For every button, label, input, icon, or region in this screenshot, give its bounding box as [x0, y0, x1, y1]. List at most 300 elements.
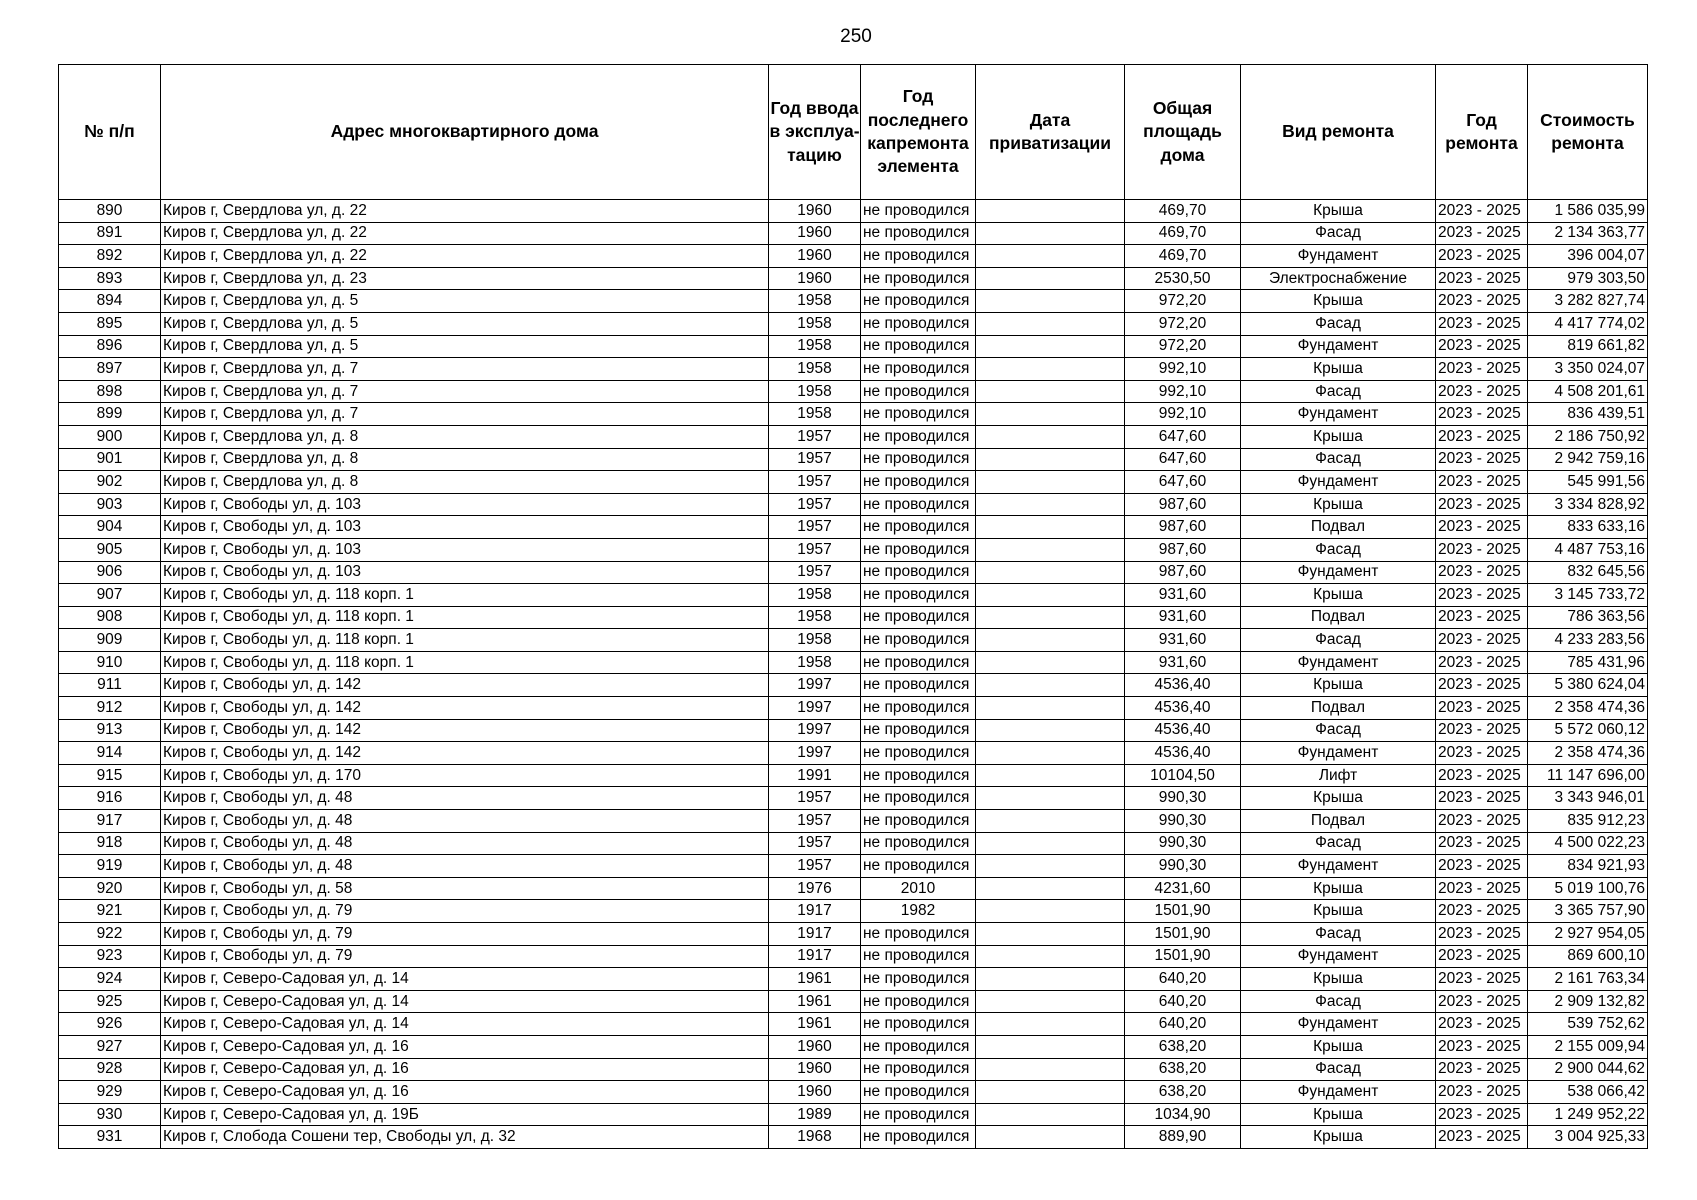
- cell-last-repair: не проводился: [861, 471, 976, 494]
- cell-cost: 869 600,10: [1528, 945, 1648, 968]
- table-row: [59, 787, 1648, 810]
- cell-repair-type: Подвал: [1241, 697, 1436, 720]
- table-row: [59, 629, 1648, 652]
- cell-repair-year: 2023 - 2025: [1436, 742, 1528, 765]
- cell-num: 916: [59, 787, 161, 810]
- cell-address: Киров г, Свободы ул, д. 142: [161, 742, 769, 765]
- cell-cost: 2 134 363,77: [1528, 222, 1648, 245]
- cell-privatization: [976, 651, 1125, 674]
- cell-repair-year: 2023 - 2025: [1436, 267, 1528, 290]
- cell-cost: 4 508 201,61: [1528, 380, 1648, 403]
- header-cost: Стоимость ремонта: [1528, 65, 1648, 200]
- cell-year-built: 1917: [769, 945, 861, 968]
- cell-area: 972,20: [1125, 290, 1241, 313]
- cell-privatization: [976, 584, 1125, 607]
- cell-last-repair: не проводился: [861, 1013, 976, 1036]
- cell-repair-type: Фасад: [1241, 629, 1436, 652]
- cell-repair-year: 2023 - 2025: [1436, 651, 1528, 674]
- table-row: [59, 1035, 1648, 1058]
- cell-area: 990,30: [1125, 855, 1241, 878]
- cell-address: Киров г, Свободы ул, д. 48: [161, 855, 769, 878]
- cell-last-repair: не проводился: [861, 1058, 976, 1081]
- cell-address: Киров г, Свердлова ул, д. 7: [161, 403, 769, 426]
- cell-repair-year: 2023 - 2025: [1436, 312, 1528, 335]
- cell-num: 929: [59, 1081, 161, 1104]
- cell-area: 931,60: [1125, 629, 1241, 652]
- table-row: [59, 1103, 1648, 1126]
- cell-year-built: 1960: [769, 1035, 861, 1058]
- cell-area: 889,90: [1125, 1126, 1241, 1149]
- cell-cost: 835 912,23: [1528, 810, 1648, 833]
- cell-repair-year: 2023 - 2025: [1436, 990, 1528, 1013]
- cell-last-repair: не проводился: [861, 923, 976, 946]
- cell-year-built: 1989: [769, 1103, 861, 1126]
- cell-last-repair: 2010: [861, 877, 976, 900]
- cell-year-built: 1958: [769, 380, 861, 403]
- cell-num: 912: [59, 697, 161, 720]
- cell-repair-type: Фасад: [1241, 832, 1436, 855]
- cell-area: 1501,90: [1125, 900, 1241, 923]
- cell-repair-type: Крыша: [1241, 1035, 1436, 1058]
- cell-repair-year: 2023 - 2025: [1436, 222, 1528, 245]
- cell-year-built: 1961: [769, 1013, 861, 1036]
- cell-area: 638,20: [1125, 1035, 1241, 1058]
- cell-repair-year: 2023 - 2025: [1436, 810, 1528, 833]
- cell-address: Киров г, Свердлова ул, д. 7: [161, 358, 769, 381]
- cell-cost: 819 661,82: [1528, 335, 1648, 358]
- cell-cost: 4 233 283,56: [1528, 629, 1648, 652]
- cell-num: 893: [59, 267, 161, 290]
- cell-num: 907: [59, 584, 161, 607]
- header-area: Общая площадь дома: [1125, 65, 1241, 200]
- cell-year-built: 1958: [769, 403, 861, 426]
- cell-last-repair: не проводился: [861, 516, 976, 539]
- cell-area: 987,60: [1125, 516, 1241, 539]
- header-last-repair: Год последнего капремонта элемента: [861, 65, 976, 200]
- cell-area: 972,20: [1125, 312, 1241, 335]
- cell-address: Киров г, Северо-Садовая ул, д. 16: [161, 1035, 769, 1058]
- cell-year-built: 1957: [769, 810, 861, 833]
- cell-repair-type: Фасад: [1241, 312, 1436, 335]
- cell-repair-type: Фасад: [1241, 380, 1436, 403]
- table-row: [59, 290, 1648, 313]
- cell-area: 987,60: [1125, 538, 1241, 561]
- cell-cost: 833 633,16: [1528, 516, 1648, 539]
- cell-area: 647,60: [1125, 425, 1241, 448]
- cell-year-built: 1961: [769, 968, 861, 991]
- cell-cost: 2 909 132,82: [1528, 990, 1648, 1013]
- cell-year-built: 1917: [769, 900, 861, 923]
- header-repair-year: Год ремонта: [1436, 65, 1528, 200]
- cell-privatization: [976, 900, 1125, 923]
- cell-last-repair: не проводился: [861, 425, 976, 448]
- cell-num: 896: [59, 335, 161, 358]
- cell-repair-year: 2023 - 2025: [1436, 448, 1528, 471]
- cell-last-repair: не проводился: [861, 697, 976, 720]
- cell-year-built: 1997: [769, 719, 861, 742]
- cell-cost: 979 303,50: [1528, 267, 1648, 290]
- cell-num: 923: [59, 945, 161, 968]
- cell-address: Киров г, Северо-Садовая ул, д. 14: [161, 990, 769, 1013]
- cell-cost: 2 358 474,36: [1528, 742, 1648, 765]
- cell-privatization: [976, 335, 1125, 358]
- cell-repair-year: 2023 - 2025: [1436, 1126, 1528, 1149]
- cell-repair-year: 2023 - 2025: [1436, 787, 1528, 810]
- cell-repair-type: Лифт: [1241, 764, 1436, 787]
- cell-repair-year: 2023 - 2025: [1436, 516, 1528, 539]
- cell-address: Киров г, Свободы ул, д. 103: [161, 516, 769, 539]
- cell-repair-year: 2023 - 2025: [1436, 1013, 1528, 1036]
- cell-privatization: [976, 267, 1125, 290]
- cell-address: Киров г, Свердлова ул, д. 22: [161, 200, 769, 223]
- cell-last-repair: не проводился: [861, 1103, 976, 1126]
- cell-address: Киров г, Свердлова ул, д. 5: [161, 290, 769, 313]
- cell-cost: 2 161 763,34: [1528, 968, 1648, 991]
- cell-cost: 3 350 024,07: [1528, 358, 1648, 381]
- cell-area: 4536,40: [1125, 742, 1241, 765]
- cell-num: 894: [59, 290, 161, 313]
- cell-area: 640,20: [1125, 990, 1241, 1013]
- cell-year-built: 1958: [769, 335, 861, 358]
- cell-repair-type: Фундамент: [1241, 245, 1436, 268]
- cell-area: 992,10: [1125, 403, 1241, 426]
- cell-year-built: 1958: [769, 290, 861, 313]
- cell-repair-type: Крыша: [1241, 787, 1436, 810]
- cell-privatization: [976, 245, 1125, 268]
- cell-area: 992,10: [1125, 358, 1241, 381]
- cell-year-built: 1997: [769, 674, 861, 697]
- cell-cost: 832 645,56: [1528, 561, 1648, 584]
- cell-num: 909: [59, 629, 161, 652]
- cell-num: 915: [59, 764, 161, 787]
- cell-num: 924: [59, 968, 161, 991]
- cell-privatization: [976, 764, 1125, 787]
- cell-repair-year: 2023 - 2025: [1436, 561, 1528, 584]
- cell-repair-year: 2023 - 2025: [1436, 493, 1528, 516]
- cell-repair-year: 2023 - 2025: [1436, 606, 1528, 629]
- cell-address: Киров г, Свердлова ул, д. 7: [161, 380, 769, 403]
- cell-area: 638,20: [1125, 1081, 1241, 1104]
- cell-address: Киров г, Свободы ул, д. 103: [161, 493, 769, 516]
- cell-address: Киров г, Свободы ул, д. 142: [161, 674, 769, 697]
- cell-privatization: [976, 697, 1125, 720]
- cell-address: Киров г, Свободы ул, д. 79: [161, 923, 769, 946]
- cell-num: 918: [59, 832, 161, 855]
- cell-area: 647,60: [1125, 448, 1241, 471]
- cell-repair-year: 2023 - 2025: [1436, 697, 1528, 720]
- cell-year-built: 1957: [769, 493, 861, 516]
- cell-last-repair: не проводился: [861, 945, 976, 968]
- cell-address: Киров г, Свердлова ул, д. 5: [161, 312, 769, 335]
- cell-cost: 4 487 753,16: [1528, 538, 1648, 561]
- cell-last-repair: 1982: [861, 900, 976, 923]
- header-row: [59, 65, 1648, 200]
- cell-last-repair: не проводился: [861, 538, 976, 561]
- cell-repair-year: 2023 - 2025: [1436, 719, 1528, 742]
- cell-cost: 538 066,42: [1528, 1081, 1648, 1104]
- cell-repair-type: Фасад: [1241, 222, 1436, 245]
- cell-year-built: 1957: [769, 855, 861, 878]
- table-row: [59, 471, 1648, 494]
- cell-repair-year: 2023 - 2025: [1436, 403, 1528, 426]
- table-row: [59, 358, 1648, 381]
- cell-repair-year: 2023 - 2025: [1436, 855, 1528, 878]
- table-row: [59, 448, 1648, 471]
- cell-repair-type: Фундамент: [1241, 561, 1436, 584]
- cell-area: 10104,50: [1125, 764, 1241, 787]
- cell-num: 897: [59, 358, 161, 381]
- cell-privatization: [976, 493, 1125, 516]
- cell-address: Киров г, Свердлова ул, д. 22: [161, 245, 769, 268]
- cell-area: 469,70: [1125, 222, 1241, 245]
- table-row: [59, 267, 1648, 290]
- cell-repair-type: Фасад: [1241, 1058, 1436, 1081]
- cell-area: 990,30: [1125, 832, 1241, 855]
- cell-address: Киров г, Свободы ул, д. 118 корп. 1: [161, 584, 769, 607]
- cell-last-repair: не проводился: [861, 674, 976, 697]
- cell-address: Киров г, Свердлова ул, д. 8: [161, 448, 769, 471]
- table-row: [59, 380, 1648, 403]
- cell-repair-year: 2023 - 2025: [1436, 245, 1528, 268]
- cell-address: Киров г, Свободы ул, д. 79: [161, 945, 769, 968]
- cell-area: 469,70: [1125, 245, 1241, 268]
- cell-num: 926: [59, 1013, 161, 1036]
- cell-repair-year: 2023 - 2025: [1436, 877, 1528, 900]
- table-row: [59, 584, 1648, 607]
- table-row: [59, 425, 1648, 448]
- header-repair-type: Вид ремонта: [1241, 65, 1436, 200]
- cell-year-built: 1997: [769, 697, 861, 720]
- cell-last-repair: не проводился: [861, 742, 976, 765]
- cell-repair-year: 2023 - 2025: [1436, 1035, 1528, 1058]
- cell-year-built: 1957: [769, 561, 861, 584]
- cell-privatization: [976, 290, 1125, 313]
- cell-num: 904: [59, 516, 161, 539]
- cell-privatization: [976, 719, 1125, 742]
- repair-register-table: [58, 64, 1648, 1149]
- cell-repair-year: 2023 - 2025: [1436, 1058, 1528, 1081]
- cell-privatization: [976, 1058, 1125, 1081]
- cell-last-repair: не проводился: [861, 245, 976, 268]
- cell-area: 990,30: [1125, 810, 1241, 833]
- cell-address: Киров г, Северо-Садовая ул, д. 14: [161, 1013, 769, 1036]
- header-year-built: Год ввода в эксплуа-тацию: [769, 65, 861, 200]
- cell-repair-year: 2023 - 2025: [1436, 900, 1528, 923]
- cell-repair-year: 2023 - 2025: [1436, 584, 1528, 607]
- cell-address: Киров г, Свободы ул, д. 142: [161, 719, 769, 742]
- cell-num: 892: [59, 245, 161, 268]
- cell-address: Киров г, Свердлова ул, д. 22: [161, 222, 769, 245]
- cell-area: 987,60: [1125, 561, 1241, 584]
- cell-cost: 3 334 828,92: [1528, 493, 1648, 516]
- cell-last-repair: не проводился: [861, 968, 976, 991]
- cell-privatization: [976, 923, 1125, 946]
- cell-repair-year: 2023 - 2025: [1436, 832, 1528, 855]
- cell-privatization: [976, 312, 1125, 335]
- cell-repair-year: 2023 - 2025: [1436, 380, 1528, 403]
- cell-repair-year: 2023 - 2025: [1436, 290, 1528, 313]
- cell-privatization: [976, 1081, 1125, 1104]
- table-row: [59, 651, 1648, 674]
- cell-repair-type: Крыша: [1241, 358, 1436, 381]
- cell-repair-type: Фундамент: [1241, 403, 1436, 426]
- cell-address: Киров г, Свободы ул, д. 118 корп. 1: [161, 629, 769, 652]
- header-num: № п/п: [59, 65, 161, 200]
- cell-repair-type: Фундамент: [1241, 945, 1436, 968]
- cell-privatization: [976, 358, 1125, 381]
- cell-repair-type: Крыша: [1241, 877, 1436, 900]
- cell-area: 1501,90: [1125, 945, 1241, 968]
- cell-repair-type: Крыша: [1241, 425, 1436, 448]
- cell-cost: 786 363,56: [1528, 606, 1648, 629]
- cell-privatization: [976, 855, 1125, 878]
- cell-num: 908: [59, 606, 161, 629]
- cell-num: 930: [59, 1103, 161, 1126]
- cell-repair-year: 2023 - 2025: [1436, 968, 1528, 991]
- cell-address: Киров г, Свободы ул, д. 170: [161, 764, 769, 787]
- cell-area: 931,60: [1125, 606, 1241, 629]
- cell-repair-year: 2023 - 2025: [1436, 945, 1528, 968]
- cell-area: 990,30: [1125, 787, 1241, 810]
- cell-area: 992,10: [1125, 380, 1241, 403]
- cell-address: Киров г, Свободы ул, д. 48: [161, 787, 769, 810]
- cell-cost: 2 155 009,94: [1528, 1035, 1648, 1058]
- table-row: [59, 200, 1648, 223]
- cell-last-repair: не проводился: [861, 335, 976, 358]
- cell-area: 638,20: [1125, 1058, 1241, 1081]
- cell-last-repair: не проводился: [861, 584, 976, 607]
- cell-privatization: [976, 742, 1125, 765]
- cell-cost: 2 927 954,05: [1528, 923, 1648, 946]
- cell-cost: 539 752,62: [1528, 1013, 1648, 1036]
- cell-repair-year: 2023 - 2025: [1436, 629, 1528, 652]
- cell-num: 890: [59, 200, 161, 223]
- cell-address: Киров г, Свободы ул, д. 118 корп. 1: [161, 651, 769, 674]
- cell-year-built: 1958: [769, 358, 861, 381]
- cell-num: 900: [59, 425, 161, 448]
- table-row: [59, 1081, 1648, 1104]
- table-row: [59, 403, 1648, 426]
- cell-num: 925: [59, 990, 161, 1013]
- cell-last-repair: не проводился: [861, 290, 976, 313]
- table-row: [59, 968, 1648, 991]
- cell-cost: 396 004,07: [1528, 245, 1648, 268]
- cell-cost: 3 365 757,90: [1528, 900, 1648, 923]
- cell-repair-year: 2023 - 2025: [1436, 1103, 1528, 1126]
- cell-address: Киров г, Свердлова ул, д. 8: [161, 425, 769, 448]
- cell-last-repair: не проводился: [861, 267, 976, 290]
- cell-repair-type: Фундамент: [1241, 651, 1436, 674]
- cell-cost: 2 358 474,36: [1528, 697, 1648, 720]
- cell-last-repair: не проводился: [861, 312, 976, 335]
- table-row: [59, 222, 1648, 245]
- cell-year-built: 1976: [769, 877, 861, 900]
- cell-cost: 5 572 060,12: [1528, 719, 1648, 742]
- cell-privatization: [976, 538, 1125, 561]
- cell-last-repair: не проводился: [861, 358, 976, 381]
- table-row: [59, 945, 1648, 968]
- cell-cost: 785 431,96: [1528, 651, 1648, 674]
- cell-cost: 2 186 750,92: [1528, 425, 1648, 448]
- cell-cost: 3 145 733,72: [1528, 584, 1648, 607]
- cell-address: Киров г, Свободы ул, д. 48: [161, 832, 769, 855]
- cell-repair-type: Крыша: [1241, 1126, 1436, 1149]
- cell-repair-type: Крыша: [1241, 290, 1436, 313]
- cell-cost: 1 249 952,22: [1528, 1103, 1648, 1126]
- cell-cost: 11 147 696,00: [1528, 764, 1648, 787]
- table-row: [59, 538, 1648, 561]
- cell-privatization: [976, 471, 1125, 494]
- cell-cost: 1 586 035,99: [1528, 200, 1648, 223]
- cell-last-repair: не проводился: [861, 651, 976, 674]
- cell-repair-type: Крыша: [1241, 900, 1436, 923]
- cell-privatization: [976, 222, 1125, 245]
- cell-cost: 4 417 774,02: [1528, 312, 1648, 335]
- cell-area: 987,60: [1125, 493, 1241, 516]
- cell-privatization: [976, 448, 1125, 471]
- cell-num: 922: [59, 923, 161, 946]
- cell-address: Киров г, Свободы ул, д. 48: [161, 810, 769, 833]
- cell-privatization: [976, 990, 1125, 1013]
- cell-cost: 2 942 759,16: [1528, 448, 1648, 471]
- cell-area: 640,20: [1125, 1013, 1241, 1036]
- cell-area: 972,20: [1125, 335, 1241, 358]
- cell-privatization: [976, 1126, 1125, 1149]
- cell-cost: 2 900 044,62: [1528, 1058, 1648, 1081]
- cell-privatization: [976, 200, 1125, 223]
- cell-last-repair: не проводился: [861, 222, 976, 245]
- cell-cost: 5 380 624,04: [1528, 674, 1648, 697]
- cell-repair-type: Фасад: [1241, 448, 1436, 471]
- cell-num: 927: [59, 1035, 161, 1058]
- cell-year-built: 1957: [769, 471, 861, 494]
- table-row: [59, 742, 1648, 765]
- table-row: [59, 877, 1648, 900]
- cell-address: Киров г, Северо-Садовая ул, д. 16: [161, 1058, 769, 1081]
- cell-cost: 4 500 022,23: [1528, 832, 1648, 855]
- cell-year-built: 1957: [769, 425, 861, 448]
- cell-privatization: [976, 606, 1125, 629]
- cell-area: 4536,40: [1125, 719, 1241, 742]
- cell-address: Киров г, Северо-Садовая ул, д. 14: [161, 968, 769, 991]
- cell-year-built: 1917: [769, 923, 861, 946]
- page-number: 250: [840, 26, 872, 47]
- table-body: [59, 200, 1648, 1149]
- cell-area: 4536,40: [1125, 697, 1241, 720]
- cell-repair-type: Фасад: [1241, 923, 1436, 946]
- cell-year-built: 1960: [769, 222, 861, 245]
- table-row: [59, 832, 1648, 855]
- cell-address: Киров г, Слобода Сошени тер, Свободы ул, д. 32: [161, 1126, 769, 1149]
- table-row: [59, 719, 1648, 742]
- cell-privatization: [976, 403, 1125, 426]
- cell-privatization: [976, 787, 1125, 810]
- cell-privatization: [976, 810, 1125, 833]
- cell-repair-year: 2023 - 2025: [1436, 674, 1528, 697]
- cell-year-built: 1991: [769, 764, 861, 787]
- cell-area: 1501,90: [1125, 923, 1241, 946]
- cell-privatization: [976, 1035, 1125, 1058]
- table-row: [59, 493, 1648, 516]
- cell-address: Киров г, Свердлова ул, д. 5: [161, 335, 769, 358]
- cell-year-built: 1997: [769, 742, 861, 765]
- cell-area: 931,60: [1125, 584, 1241, 607]
- cell-year-built: 1961: [769, 990, 861, 1013]
- cell-num: 903: [59, 493, 161, 516]
- cell-area: 2530,50: [1125, 267, 1241, 290]
- cell-last-repair: не проводился: [861, 448, 976, 471]
- cell-last-repair: не проводился: [861, 200, 976, 223]
